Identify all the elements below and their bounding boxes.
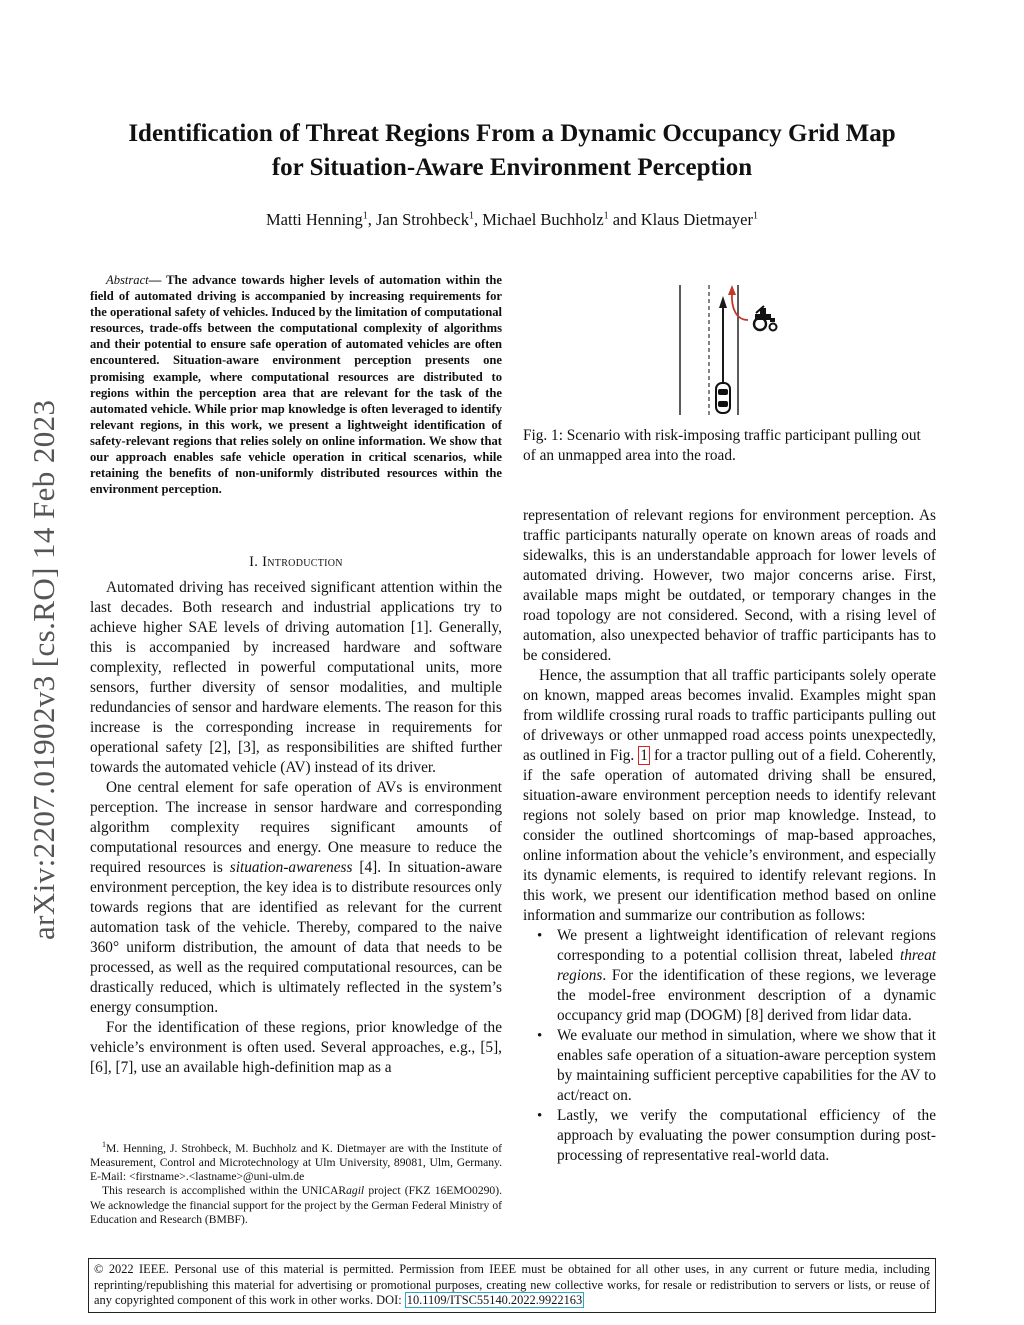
car-icon [716, 383, 730, 413]
left-column-body [90, 578, 502, 1078]
paragraph: Automated driving has received significant attention within the last decades. Both research and industrial applications try to achieve higher SAE levels of driving automation [1]. Generally, this is accompanied by increased hardware and software complexity, reflected in powerful computational units, more sensors, further diversity of sensor modalities, and multiple redundancies of sensor and hardware elements. The reason for this increase is the corresponding increase in requirements for operational safety [2], [3], as responsibilities are shifted further towards the automated vehicle (AV) instead of its driver. [90, 579, 502, 776]
paragraph: One central element for safe operation of AVs is environment perception. The increase in sensor hardware and corresponding algorithm complexity requires significant amounts of computational resources and energy. One measure to reduce the required resources is situation-awareness [4]. In situation-aware environment perception, the key idea is to distribute resources only towards regions that are identified as relevant for the current automation task of the vehicle. Thereby, compared to the naive 360° uniform distribution, the amount of data that needs to be processed, as well as the required computational resources, can be drastically reduced, which is ultimately reflected in the system’s energy consumption. [90, 779, 502, 1016]
author-list: Matti Henning$^1$, Jan Strohbeck$^1$, Michael Buchholz$^1$ and Klaus Dietmayer$^1$ [266, 210, 758, 229]
threat-arrowhead [728, 285, 736, 295]
list-item: • We evaluate our method in simulation, where we show that it enables safe operation of a situation-aware perception system by maintaining sufficient perceptive capabilities for the AV to act/react on. [523, 1026, 936, 1106]
paper-title [60, 117, 964, 185]
footnote-funding: This research is accomplished within the UNICARagil project (FKZ 16EMO0290). We acknowledge the financial support for the project by the German Federal Ministry of Education and Research (BMBF). [90, 1184, 502, 1226]
author-affiliation: 1 [753, 210, 758, 222]
threat-path [732, 292, 748, 320]
author-affiliation: 1 [362, 210, 368, 222]
author-affiliation: 1 [468, 210, 474, 222]
figure-1-scenario [660, 280, 800, 420]
abstract [90, 272, 502, 497]
abstract-text: — The advance towards higher levels of automation within the field of automated driving is accompanied by increasing requirements for the operational safety of vehicles. Induced by the limitation of computational resources, trade-offs between the computational complexity of algorithms and their potential to ensure safe operation of automated vehicles are often encountered. Situation-aware environment perception presents one promising example, where computational resources are distributed to regions within the perception area that are relevant for the task of the automated vehicle. While prior map knowledge is often leveraged to identify relevant regions, in this work, we present a lightweight identification of safety-relevant regions that relies solely on online information. We show that our approach enables safe vehicle operation in critical scenarios, while retaining the benefits of non-uniformly distributed resources within the environment perception. [90, 273, 502, 497]
right-column-body [523, 506, 936, 1166]
list-item: • We present a lightweight identification of relevant regions corresponding to a potential collision threat, labeled threat regions. For the identification of these regions, we leverage the model-free environment description of a dynamic occupancy grid map (DOGM) [8] derived from lidar data. [523, 926, 936, 1026]
figure-1-caption: Fig. 1: Scenario with risk-imposing traffic participant pulling out of an unmapped area into the road. [523, 427, 921, 464]
author-affiliation: 1 [603, 210, 609, 222]
paragraph: Hence, the assumption that all traffic participants solely operate on known, mapped areas becomes invalid. Examples might span from wildlife crossing rural roads to traffic participants pulling out of driveways or other unmapped road access points unexpectedly, as outlined in Fig. 1 for a tractor pulling out of a field. Coherently, if the safe operation of automated driving shall be ensured, situation-aware environment perception needs to identify relevant regions not solely based on prior map knowledge. Instead, to consider the outlined shortcomings of map-based approaches, online information about the vehicle’s environment, and especially its dynamic elements, is required to identify relevant regions. In this work, we present our identification method based on online information and summarize our contribution as follows: [523, 667, 936, 924]
footnote [90, 1138, 502, 1227]
paragraph: representation of relevant regions for environment perception. As traffic participants naturally operate on known areas of roads and sidewalks, this is an understandable approach for lower levels of automated driving. However, two major concerns arise. First, available maps might be outdated, or temporary changes in the road topology are not considered. Second, with a rising level of automation, also unexpected behavior of traffic participants has to be considered. [523, 507, 936, 664]
paragraph: For the identification of these regions, prior knowledge of the vehicle’s environment is often used. Several approaches, e.g., [5], [6], [7], use an available high-definition map as a [90, 1019, 502, 1076]
tractor-icon [754, 306, 777, 331]
ego-arrowhead [719, 296, 727, 308]
author: Jan Strohbeck [375, 210, 469, 229]
author: Klaus Dietmayer [640, 210, 753, 229]
author: Michael Buchholz [482, 210, 604, 229]
title-line-1: Identification of Threat Regions From a Dynamic Occupancy Grid Map [128, 120, 896, 147]
abstract-label: Abstract [106, 273, 149, 287]
author: Matti Henning [266, 210, 363, 229]
footnote-affiliation: $^1$M. Henning, J. Strohbeck, M. Buchholz and K. Dietmayer are with the Institute of Measurement, Control and Microtechnology at Ulm University, 89081, Ulm, Germany. E-Mail: <firstname>.<lastname>@uni-ulm.de [90, 1140, 502, 1184]
doi-link[interactable]: 10.1109/ITSC55140.2022.9922163 [406, 1293, 583, 1308]
list-item: • Lastly, we verify the computational efficiency of the approach by evaluating the power consumption during post-processing of representative real-world data. [523, 1106, 936, 1166]
figure-1-link[interactable]: 1 [640, 747, 648, 764]
contribution-list [523, 926, 936, 1166]
section-heading-introduction: I. Introduction [249, 554, 343, 570]
copyright-notice: © 2022 IEEE. Personal use of this material is permitted. Permission from IEEE must be obtained for all other uses, in any current or future media, including reprinting/republishing this material for advertising or promotional purposes, creating new collective works, for resale or redistribution to servers or lists, or reuse of any copyrighted component of this work in other works. DOI: 10.1109/ITSC55140.2022.9922163 [88, 1258, 936, 1313]
title-line-2: for Situation-Aware Environment Perception [271, 154, 753, 181]
